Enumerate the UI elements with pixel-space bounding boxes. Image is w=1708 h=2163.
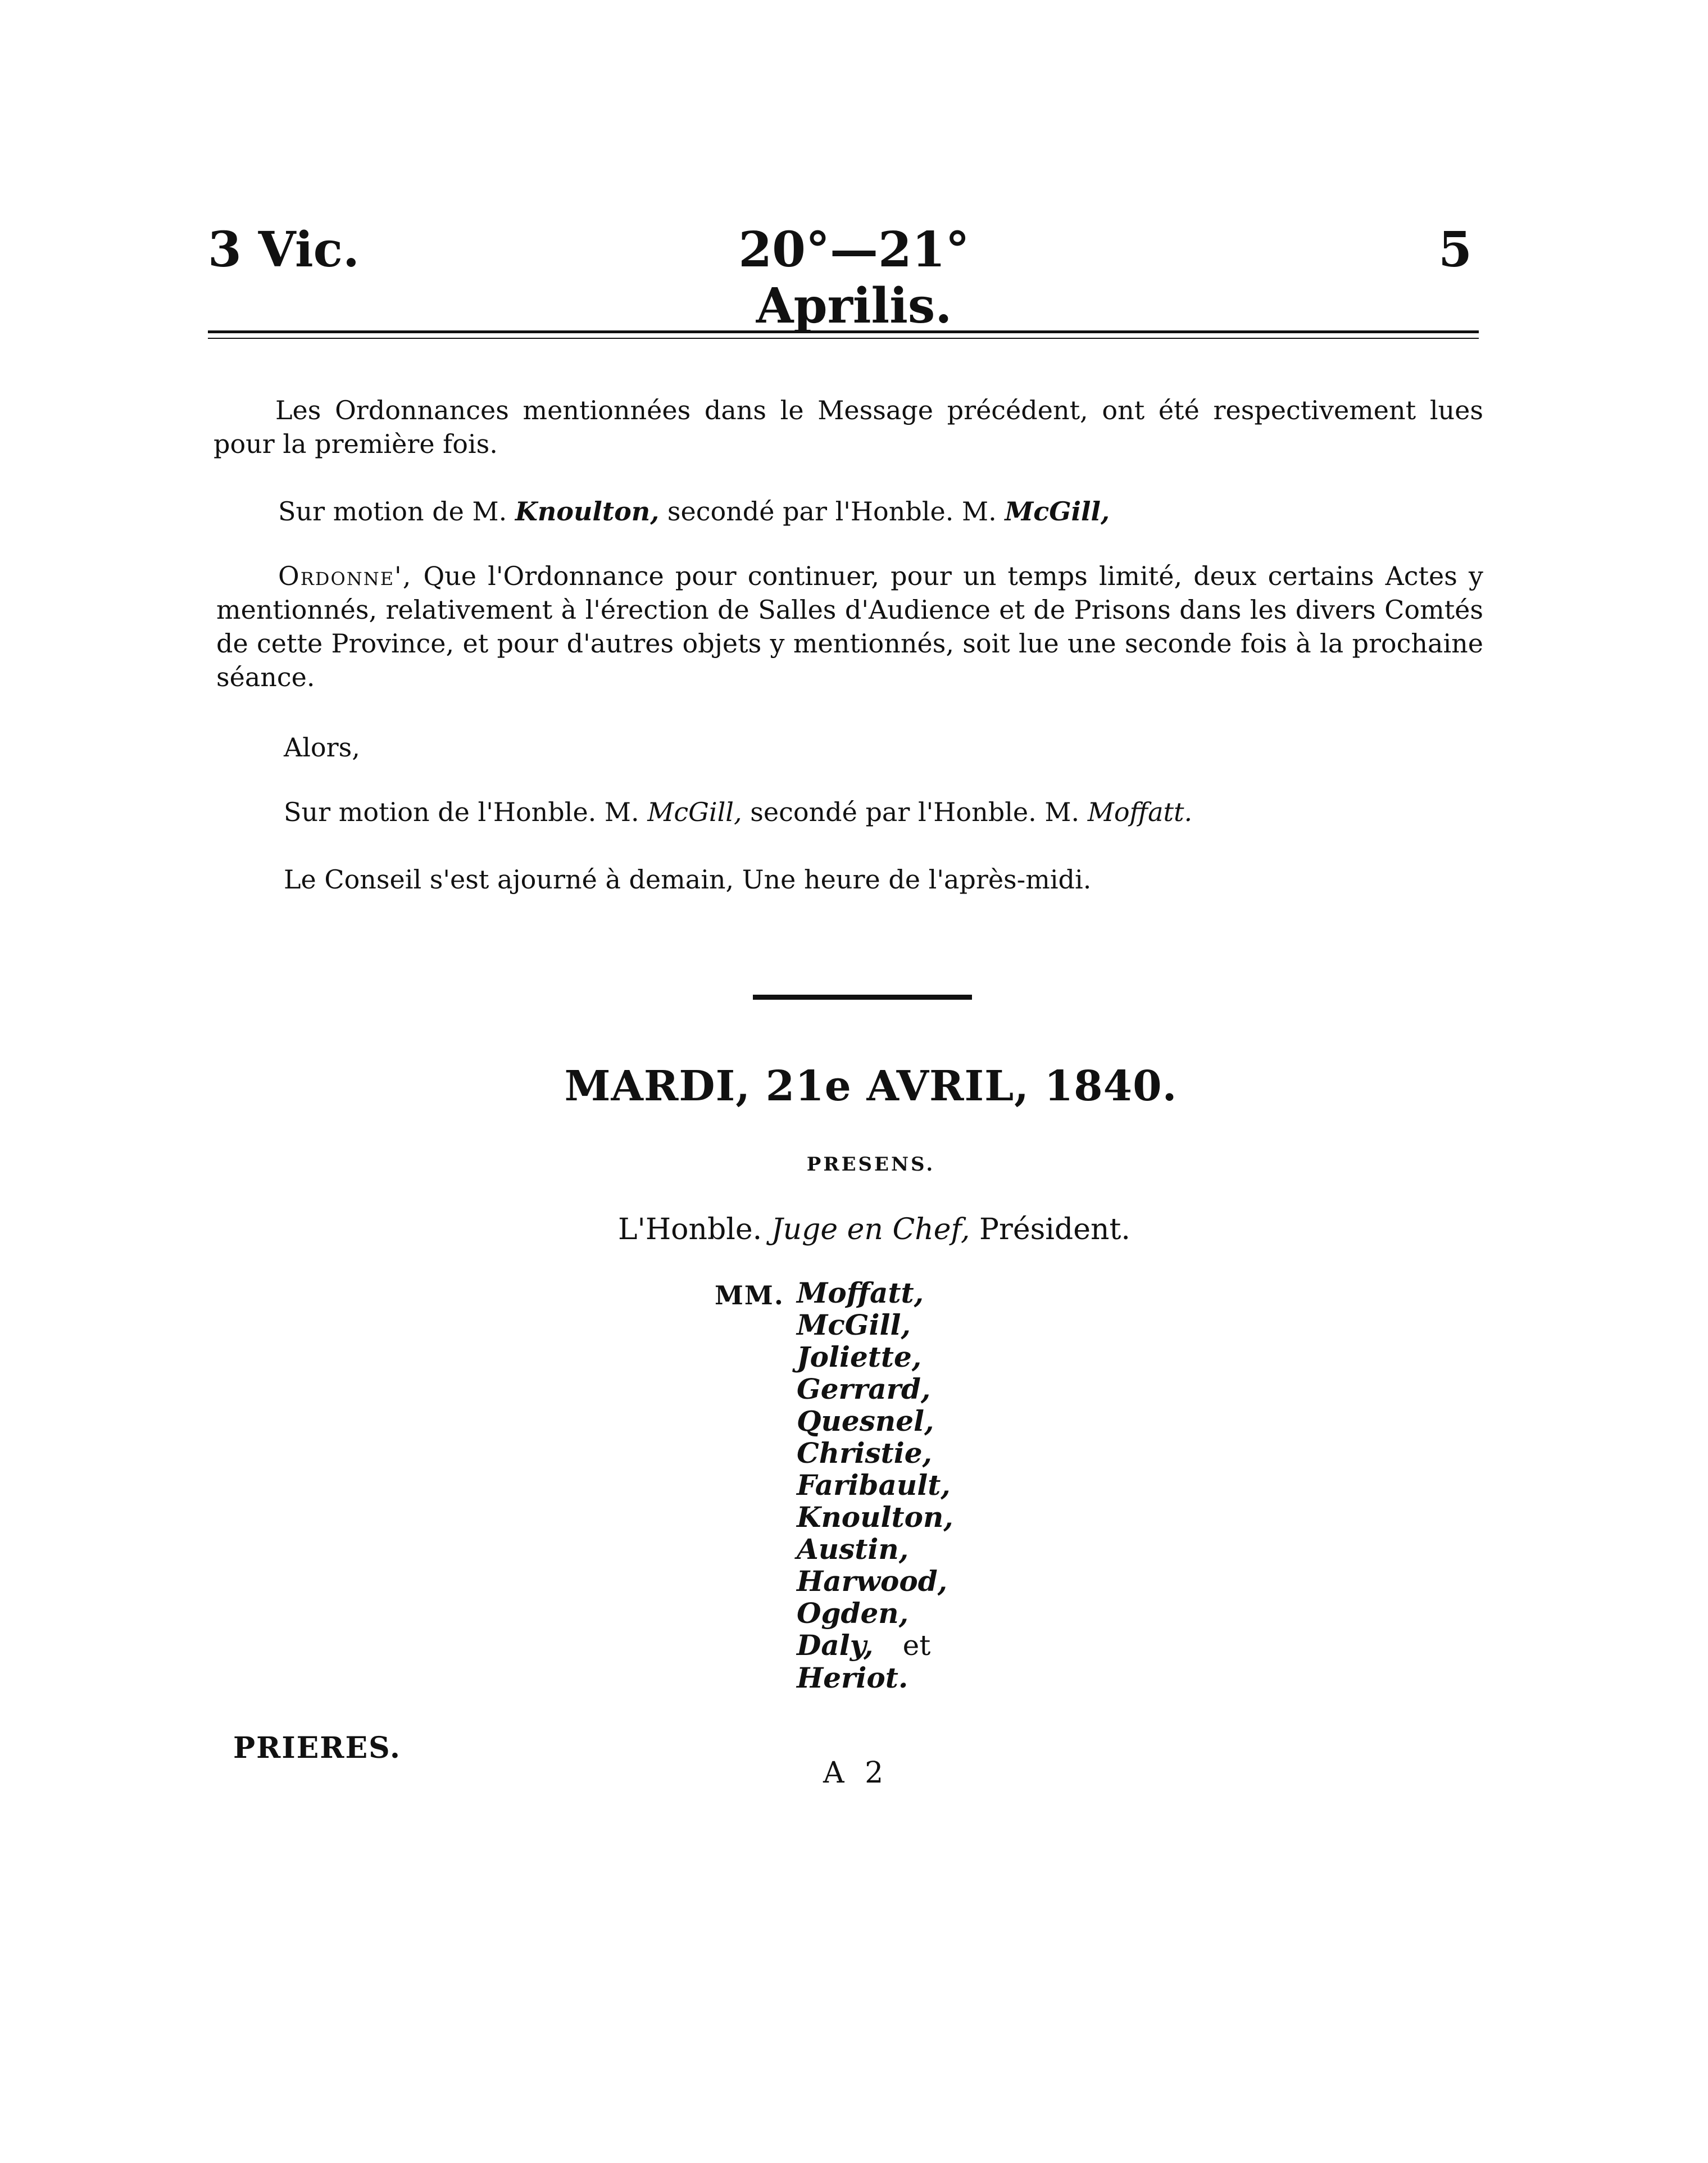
president-prefix: L'Honble. [618,1213,771,1246]
member-name-with-conj [797,1629,953,1662]
page-number: 5 [1438,221,1472,278]
member-name: Harwood, [797,1565,948,1598]
member-name: McGill, [797,1308,911,1341]
mover-name: Knoulton, [515,496,660,527]
member-name: Gerrard, [797,1372,931,1405]
prieres-heading: PRIERES. [233,1731,401,1765]
session-date: MARDI, 21e AVRIL, 1840. [564,1062,1178,1110]
member-name: Austin, [797,1532,909,1566]
running-date-heading: 20°—21° Aprilis. [738,221,970,334]
president-title: Juge en Chef, [771,1213,970,1246]
paragraph-motion-knoulton [278,495,1110,528]
member-name: Faribault, [797,1468,951,1502]
member-name: Daly, [797,1629,874,1662]
president-line [618,1213,1130,1246]
member-name: Ogden, [797,1597,909,1630]
member-conjunction: et [902,1629,931,1662]
member-name: Quesnel, [797,1404,934,1438]
member-name: Moffatt, [797,1276,924,1309]
paragraph-adjourned: Le Conseil s'est ajourné à demain, Une heure de l'après-midi. [284,864,1092,895]
president-suffix: Président. [970,1213,1130,1246]
header-double-rule [208,330,1479,339]
motion-mid: secondé par l'Honble. M. [659,496,1005,527]
motion-prefix: Sur motion de M. [278,496,515,527]
paragraph-motion-mcgill [284,795,1192,829]
paragraph-ordered [216,559,1483,694]
mover-name: McGill, [647,797,742,827]
member-name: Heriot. [797,1661,908,1694]
member-name: Joliette, [797,1340,922,1373]
motion-prefix: Sur motion de l'Honble. M. [284,797,648,827]
member-name: Knoulton, [797,1500,953,1534]
regnal-year: 3 Vic. [208,221,360,278]
seconder-name: Moffatt. [1087,797,1193,827]
section-divider [753,995,972,1000]
motion-mid: secondé par l'Honble. M. [742,797,1088,827]
paragraph-alors: Alors, [284,732,360,763]
members-label: MM. [715,1280,784,1311]
paragraph-ordinances-read: Les Ordonnances mentionnées dans le Message précédent, ont été respectivement lues pour la première fois. [214,395,1483,459]
presens-heading: PRESENS. [806,1153,935,1176]
member-name: Christie, [797,1436,932,1470]
members-list [797,1277,953,1694]
ordered-lead: Ordonne', [278,561,412,591]
signature-mark: A 2 [823,1756,889,1790]
seconder-name: McGill, [1005,496,1110,527]
ordered-text: Que l'Ordonnance pour continuer, pour un temps limité, deux certains Actes y mentionnés, relativement à l'érection de Salles d'Audience et de Prisons dans les divers Comtés de cette Province, et pour d'autres objets y mentionnés, soit lue une seconde fois à la prochaine séance. [216,561,1483,692]
